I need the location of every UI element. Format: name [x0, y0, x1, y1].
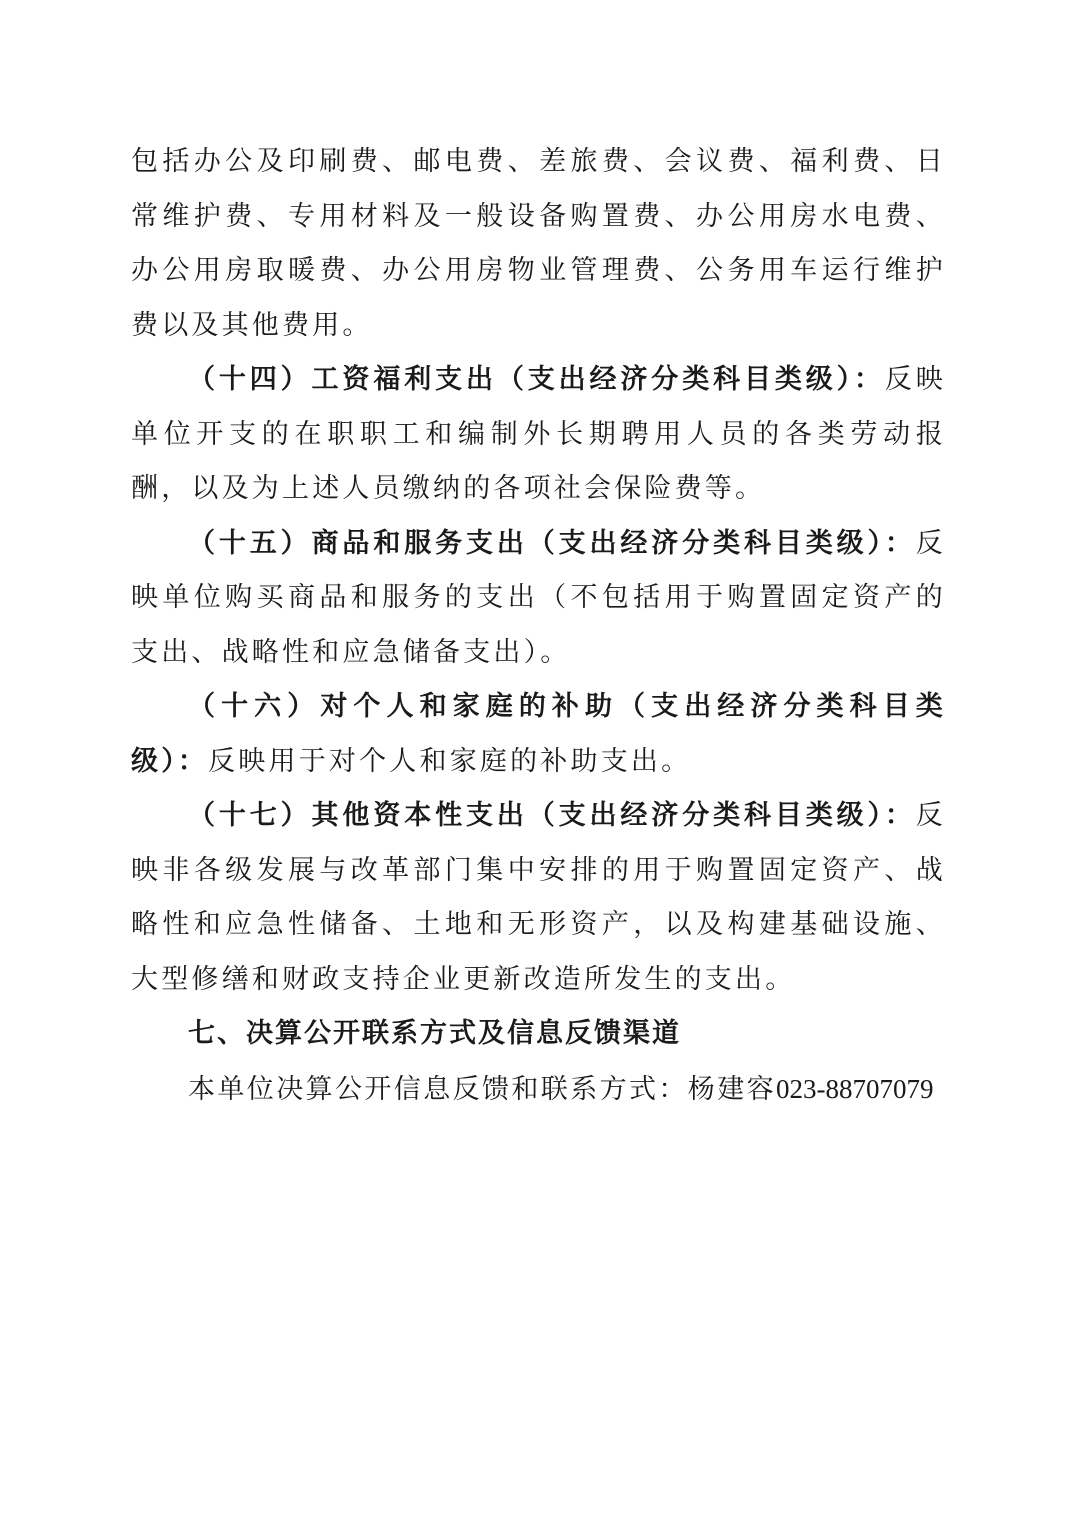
item-household-subsidy [131, 680, 946, 789]
intro-paragraph: 包括办公及印刷费、邮电费、差旅费、会议费、福利费、日常维护费、专用材料及一般设备购置费、办公用房水电费、办公用房取暖费、办公用房物业管理费、公务用车运行维护费以及其他费用。 [131, 146, 946, 341]
item-body: 反映非各级发展与改革部门集中安排的用于购置固定资产、战略性和应急性储备、土地和无形资产，以及构建基础设施、大型修缮和财政支持企业更新改造所发生的支出。 [131, 800, 946, 995]
section-heading: 七、决算公开联系方式及信息反馈渠道 [188, 1018, 681, 1049]
item-title: （十七）其他资本性支出（支出经济分类科目类级）： [188, 800, 916, 831]
item-title: （十六）对个人和家庭的补助（支出经济分类科目类级）： [131, 691, 946, 777]
item-goods-services [131, 517, 946, 681]
item-other-capital [131, 789, 946, 1007]
item-body: 反映单位开支的在职职工和编制外长期聘用人员的各类劳动报酬，以及为上述人员缴纳的各项社会保险费等。 [131, 364, 946, 504]
contact-phone: 023-88707079 [776, 1073, 934, 1104]
item-body: 反映单位购买商品和服务的支出（不包括用于购置固定资产的支出、战略性和应急储备支出）。 [131, 527, 946, 668]
item-title: （十四）工资福利支出（支出经济分类科目类级）： [188, 364, 885, 395]
item-title: （十五）商品和服务支出（支出经济分类科目类级）： [188, 527, 916, 559]
item-body: 反映用于对个人和家庭的补助支出。 [208, 745, 692, 777]
item-wages-welfare [131, 353, 946, 517]
contact-label: 本单位决算公开信息反馈和联系方式：杨建容 [188, 1073, 776, 1105]
contact-line [131, 1062, 946, 1118]
document-body [131, 135, 946, 1117]
